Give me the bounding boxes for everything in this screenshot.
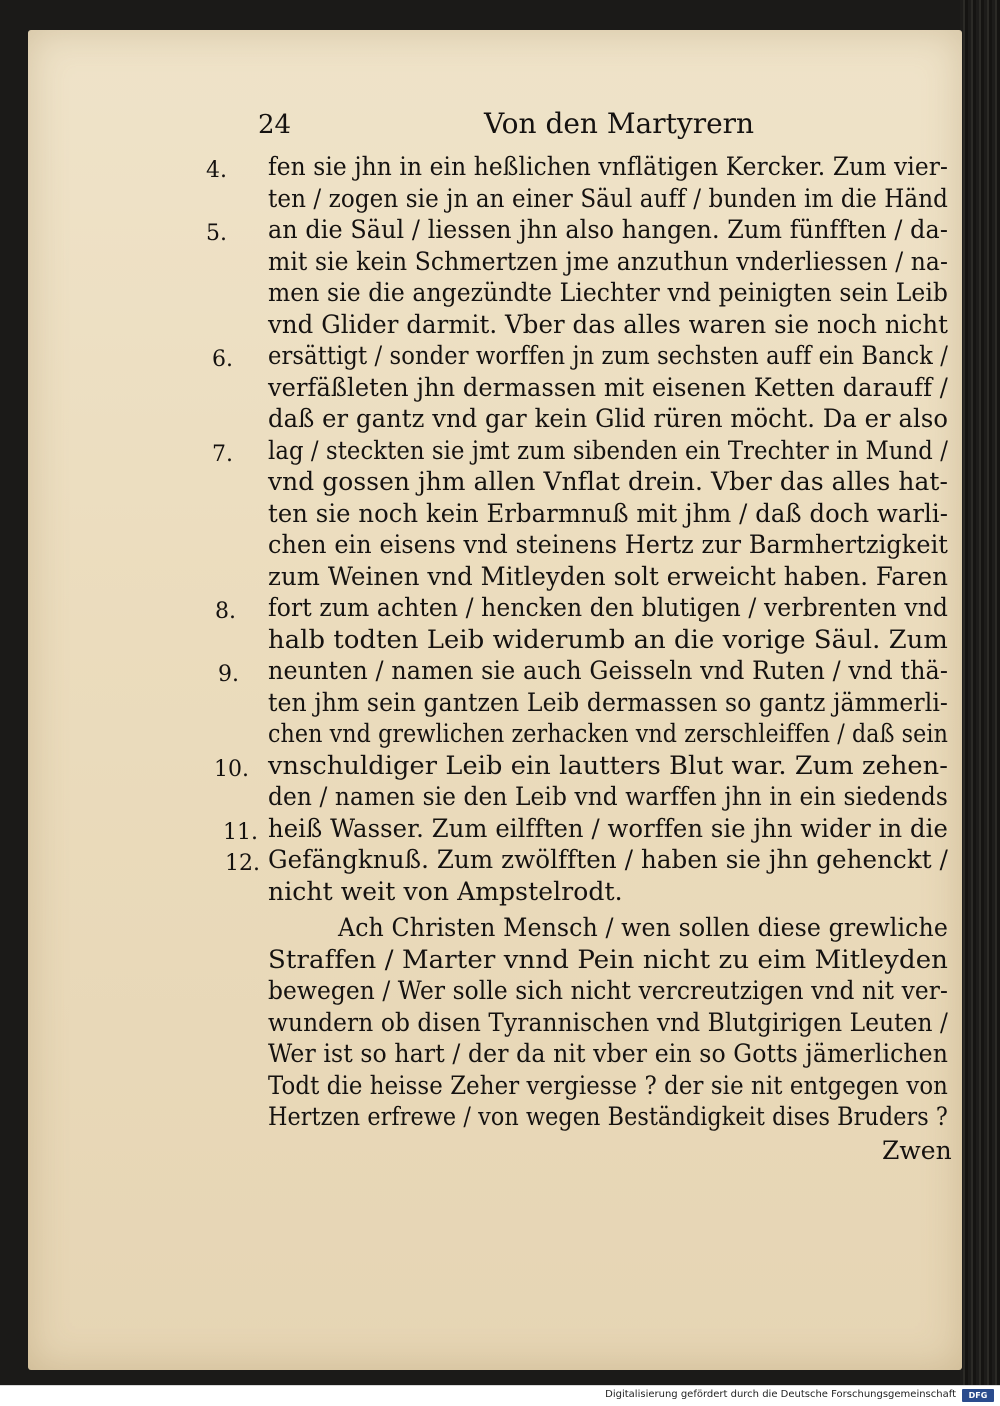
text-line: neunten / namen sie auch Geisseln vnd Ruten / vnd thä- xyxy=(268,656,948,685)
margin-number: 8. xyxy=(215,599,236,624)
text-line: Todt die heisse Zeher vergiesse ? der sie nit entgegen von xyxy=(268,1070,948,1100)
margin-number: 10. xyxy=(214,756,249,782)
text-line: Wer ist so hart / der da nit vber ein so Gotts jämerlichen xyxy=(268,1039,948,1068)
text-line: vnd gossen jhm allen Vnflat drein. Vber das alles hat- xyxy=(268,467,948,496)
text-line: Hertzen erfrewe / von wegen Beständigkeit dises Bruders ? xyxy=(268,1102,948,1131)
margin-number: 4. xyxy=(206,158,227,183)
text-line: bewegen / Wer solle sich nicht vercreutzigen vnd nit ver- xyxy=(268,976,948,1005)
text-line: chen ein eisens vnd steinens Hertz zur Barmhertzigkeit xyxy=(268,530,949,559)
text-line: vnd Glider darmit. Vber das alles waren sie noch nicht xyxy=(268,309,949,339)
catchword: Zwen xyxy=(882,1136,952,1165)
text-line: Ach Christen Mensch / wen sollen diese grewliche xyxy=(338,913,948,942)
margin-number: 9. xyxy=(218,662,239,687)
text-line: chen vnd grewlichen zerhacken vnd zerschleiffen / daß sein xyxy=(268,719,948,748)
text-line: zum Weinen vnd Mitleyden solt erweicht haben. Faren xyxy=(268,561,949,591)
text-line: ten / zogen sie jn an einer Säul auff / bunden im die Händ xyxy=(268,183,949,213)
margin-number: 6. xyxy=(212,347,233,372)
text-line: fort zum achten / hencken den blutigen / verbrenten vnd xyxy=(268,593,949,622)
text-line: lag / steckten sie jmt zum sibenden ein Trechter in Mund / xyxy=(268,435,948,465)
dfg-logo: DFG xyxy=(962,1389,994,1402)
margin-number: 7. xyxy=(212,441,233,467)
footer-bar xyxy=(0,1385,1000,1406)
text-line: an die Säul / liessen jhn also hangen. Zum fünfften / da- xyxy=(268,215,948,244)
text-line: mit sie kein Schmertzen jme anzuthun vnderliessen / na- xyxy=(268,246,949,276)
text-line: fen sie jhn in ein heßlichen vnflätigen Kercker. Zum vier- xyxy=(268,152,948,181)
text-line: halb todten Leib widerumb an die vorige Säul. Zum xyxy=(268,624,948,654)
text-line: verfäßleten jhn dermassen mit eisenen Ketten darauff / xyxy=(268,372,948,402)
margin-number: 11. xyxy=(223,819,258,845)
text-line: ersättigt / sonder worffen jn zum sechsten auff ein Banck / xyxy=(268,341,949,370)
text-line: men sie die angezündte Liechter vnd peinigten sein Leib xyxy=(268,278,949,307)
margin-number: 12. xyxy=(225,851,260,876)
text-line: ten jhm sein gantzen Leib dermassen so gantz jämmerli- xyxy=(268,687,948,717)
text-line: den / namen sie den Leib vnd warffen jhn in ein siedends xyxy=(268,782,948,811)
funding-note: Digitalisierung gefördert durch die Deutsche Forschungsgemeinschaft xyxy=(605,1389,956,1400)
page-number: 24 xyxy=(258,110,292,140)
text-line: vnschuldiger Leib ein lautters Blut war. Zum zehen- xyxy=(268,750,948,780)
text-line: Straffen / Marter vnnd Pein nicht zu eim Mitleyden xyxy=(268,944,949,974)
margin-number: 5. xyxy=(206,221,227,246)
text-line: heiß Wasser. Zum eilfften / worffen sie jhn wider in die xyxy=(268,813,948,843)
running-head: Von den Martyrern xyxy=(484,107,755,140)
text-line: wundern ob disen Tyrannischen vnd Blutgirigen Leuten / xyxy=(268,1007,948,1037)
text-line: nicht weit von Ampstelrodt. xyxy=(268,876,623,906)
text-line: daß er gantz vnd gar kein Glid rüren möcht. Da er also xyxy=(268,404,949,433)
text-line: ten sie noch kein Erbarmnuß mit jhm / daß doch warli- xyxy=(268,498,949,528)
book-spine-edge xyxy=(960,0,1000,1385)
text-line: Gefängknuß. Zum zwölfften / haben sie jhn gehenckt / xyxy=(268,845,948,874)
